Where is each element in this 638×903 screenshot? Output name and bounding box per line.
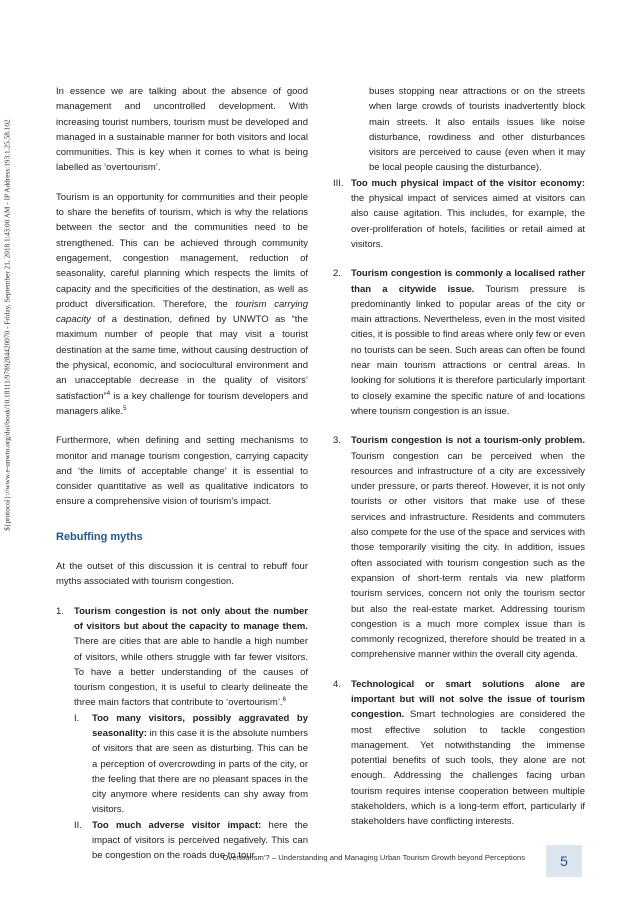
section-heading: Rebuffing myths xyxy=(56,530,143,543)
myth-title-3: Tourism congestion is not a tourism-only problem. xyxy=(351,435,585,447)
factor-text-2: here the impact of visitors is perceived negatively. This can be congestion on the roads due to tour xyxy=(92,819,309,862)
factor-text-2-continued: buses stopping near attractions or on the streets when large crowds of tourists inadvertently block main streets. It also entails issues like noise disturbance, rowdiness and other disturbances visitors are perceived to cause (even when it may be local people causing the disturbance). xyxy=(369,86,585,174)
left-column xyxy=(56,84,308,878)
paragraph-2-part-a: Tourism is an opportunity for communities and their people to share the benefits of tourism, which is why the relations between the sector and the communities need to be strengthened. This can be achieved through community engagement, congestion management, reduction of seasonality, careful planning which respects the limits of capacity and the specificities of the destination, as well as product diversification. Therefore, the xyxy=(56,191,308,310)
footnote-ref-5[interactable]: 5 xyxy=(123,405,127,412)
factor-number-1: I. xyxy=(74,712,80,724)
myth-item-3 xyxy=(333,433,585,662)
right-column xyxy=(333,84,585,844)
carrying-capacity-term: tourism carrying capacity xyxy=(56,298,309,326)
myth-number-2: 2. xyxy=(333,268,341,280)
myth-number-1: 1. xyxy=(56,605,64,617)
factor-number-2: II. xyxy=(74,819,82,831)
myth-number-4: 4. xyxy=(333,678,341,690)
myths-list-left xyxy=(56,604,308,864)
myth-item-2 xyxy=(333,266,585,419)
factor-list-continued xyxy=(333,176,585,252)
factor-text-3: the physical impact of services aimed at visitors can also cause agitation. This includes, for example, the over-proliferation of hotels, facilities or retail aimed at visitors. xyxy=(351,193,585,250)
factor-title-2: Too much adverse visitor impact: xyxy=(92,819,262,831)
myth-title-1: Tourism congestion is not only about the number of visitors but about the capacity to manage them. xyxy=(74,605,308,632)
myth-item-4 xyxy=(333,677,585,830)
myth-title-4: Technological or smart solutions alone are important but will not solve the issue of tourism congestion. xyxy=(351,678,585,721)
footer-title: ‘Overtourism’? – Understanding and Managing Urban Tourism Growth beyond Perceptions xyxy=(220,853,525,862)
factor-list xyxy=(74,711,308,864)
myth-number-3: 3. xyxy=(333,435,341,447)
myth-text-3: Tourism congestion can be perceived when the resources and infrastructure of a city are excessively under pressure, or parts thereof. However, it is not only tourists or other visitors that make use of these services and infrastructure. Residents and commuters also compete for the use of the space and services with those temporarily visiting the city. In addition, issues often associated with tourism congestion such as the expansion of short-term rentals via new platform tourism services, concern not only the tourism sector but also the real-estate market. Addressing tourism congestion is a much more complex issue than is commonly recognized, therefore should be treated in a comprehensive manner within the overall city agenda. xyxy=(351,450,585,661)
factor-number-3: III. xyxy=(333,177,344,189)
factor-text-1: in this case it is the absolute numbers of visitors that are seen as disturbing. This can be a perception of overcrowding in parts of the city, or the feeling that there are no pleasant spaces in the city anymore where residents can shy away from visitors. xyxy=(92,727,308,816)
paragraph-4: At the outset of this discussion it is central to rebuff four myths associated with tourism congestion. xyxy=(56,561,308,588)
paragraph-2-part-b: of a destination, defined by UNWTO as “the maximum number of people that may visit a tourist destination at the same time, without causing destruction of the physical, economic, and sociocultural environment and an unacceptable decrease in the quality of visitors’ satisfaction” xyxy=(56,314,308,402)
myth-text-1: There are cities that are able to handle a high number of visitors, while others struggle with far fewer visitors. To have a better understanding of the causes of tourism congestion, it is useful to clearly delineate the three main factors that contribute to ‘overtourism’. xyxy=(74,636,308,709)
myths-list-right xyxy=(333,266,585,829)
factor-item-1 xyxy=(74,711,308,818)
myth-text-4: Smart technologies are considered the most effective solution to tackle congestion management. Yet notwithstanding the immense potential benefits of such tools, they alone are not enough. Addressing the challenges facing urban tourism requires intense cooperation between multiple stakeholders, which is a long-term effort, particularly if stakeholders have conflicting interests. xyxy=(351,709,585,828)
myth-title-2: Tourism congestion is commonly a localised rather than a citywide issue. xyxy=(351,268,585,295)
page-number: 5 xyxy=(546,845,582,877)
paragraph-3: Furthermore, when defining and setting mechanisms to monitor and manage tourism congestion, carrying capacity and ‘the limits of acceptable change’ it is essential to consider quantitative as well as qualitative indicators to ensure a comprehensive vision of tourism’s impact. xyxy=(56,435,308,508)
factor-title-1: Too many visitors, possibly aggravated by seasonality: xyxy=(92,712,308,739)
paragraph-2-part-c: is a key challenge for tourism developers and managers alike. xyxy=(56,390,308,417)
footnote-ref-4[interactable]: 4 xyxy=(106,390,111,397)
side-watermark-text: ${protocol}://www.e-unwto.org/doi/book/10.18111/9789284420070 - Friday, September 21, 2018 1:43:00 AM - IP Address:193.1.25.58.102 xyxy=(4,119,13,531)
factor-title-3: Too much physical impact of the visitor economy: xyxy=(351,177,585,189)
factor-item-3 xyxy=(333,176,585,252)
paragraph-1: In essence we are talking about the absence of good management and uncontrolled development. With increasing tourist numbers, tourism must be developed and managed in a sustainable manner for both visitors and local communities. This is key when it comes to what is being labelled as ‘overtourism’. xyxy=(56,86,308,174)
footnote-ref-6[interactable]: 6 xyxy=(282,697,286,704)
myth-item-1 xyxy=(56,604,308,864)
side-watermark xyxy=(0,30,16,620)
paragraph-2 xyxy=(56,190,308,419)
myth-text-2: Tourism pressure is predominantly linked to popular areas of the city or main attractions. Nevertheless, even in the most visited cities, it is possible to find areas where only few or even no tourists can be seen. Such areas can often be found near main tourism attractions or central areas. In looking for solutions it is therefore particularly important to closely examine the specific nature of and locations where tourism congestion is an issue. xyxy=(351,283,585,417)
